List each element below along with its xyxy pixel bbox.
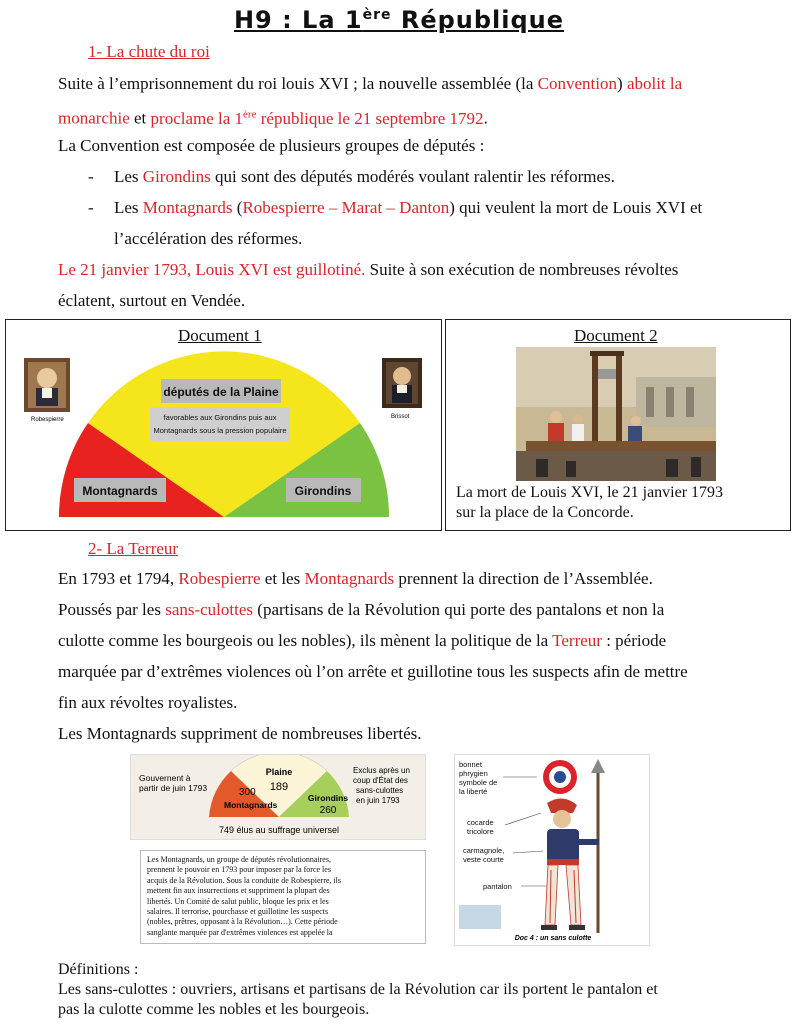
mont-count: 300 <box>239 787 256 798</box>
girondins-label: Girondins <box>294 484 352 498</box>
bonnet-label-2: phrygien <box>459 769 488 778</box>
carmagnole-pointer <box>513 851 543 853</box>
mont-label: Montagnards <box>224 800 278 810</box>
plaine-label-fig3: Plaine <box>265 767 293 777</box>
document-2-caption: La mort de Louis XVI, le 21 janvier 1793 sur la place de la Concorde. <box>456 484 724 521</box>
assembly-semicircle-chart <box>6 320 441 530</box>
plaine-desc-line1: favorables aux Girondins puis aux <box>163 413 277 422</box>
portrait-robespierre <box>24 358 70 412</box>
excl-line1: Exclus après un <box>353 766 410 775</box>
paragraph-sans-culottes: Poussés par les sans-culottes (partisans de la Révolution qui porte des pantalons et non la culotte comme les bourgeois ou les nobles), ils mènent la politique de la Terreur : période marquée par d’extrêmes violences où l’on arrête et guillotine tous les suspects afin de mettre fin aux révoltes royalistes. <box>58 600 688 712</box>
bonnet-label-3: symbole de <box>459 778 498 787</box>
excerpt-line: sanglante marquée par d'extrêmes violences est appelée la <box>147 927 333 937</box>
gir-count: 260 <box>319 805 337 816</box>
pantalon-label: pantalon <box>483 882 512 891</box>
list-item-montagnards: - Les Montagnards (Robespierre – Marat – Danton) qui veulent la mort de Louis XVI et l’accélération des réformes. <box>88 198 703 248</box>
portrait-brissot-label: Brissot <box>391 414 410 420</box>
definition-sans-culottes-line2: pas la culotte comme les nobles et les bourgeois. <box>58 1001 370 1018</box>
montagnards-label: Montagnards <box>82 484 158 498</box>
plaine-desc-line2: Montagnards sous la pression populaire <box>153 426 287 435</box>
carmagnole-label-1: carmagnole, <box>463 846 505 855</box>
gov-label-line1: Gouvernent à <box>139 773 191 783</box>
list-item-girondins: - Les Girondins qui sont des députés modérés voulant ralentir les réformes. <box>88 167 615 186</box>
carmagnole-label-2: veste courte <box>463 855 504 864</box>
assembly-composition-figure <box>130 754 426 840</box>
excerpt-line: salaires. Il terrorise, pourchasse et guillotine les suspects <box>147 907 329 917</box>
paragraph-execution: Le 21 janvier 1793, Louis XVI est guillotiné. Suite à son exécution de nombreuses révoltes éclatent, surtout en Vendée. <box>58 260 679 310</box>
excerpt-line: acquis de la Révolution. Sous la conduite de Robespierre, ils <box>147 875 341 885</box>
montagnards-text-excerpt <box>140 850 426 944</box>
excl-line3: sans-culottes <box>356 786 404 795</box>
cocarde-pointer <box>505 813 541 825</box>
definition-sans-culottes-line1: Les sans-culottes : ouvriers, artisans et partisans de la Révolution car ils portent le pantalon et <box>58 981 658 998</box>
cocarde-label-1: cocarde <box>467 818 494 827</box>
gov-label-line2: partir de juin 1793 <box>139 783 208 793</box>
plaine-count: 189 <box>269 781 289 793</box>
paragraph-convention: Suite à l’emprisonnement du roi louis XVI ; la nouvelle assemblée (la Convention) abolit la monarchie et proclame la 1ère république le 21 septembre 1792. <box>58 74 683 128</box>
excl-line4: en juin 1793 <box>356 796 400 805</box>
cocarde-label-2: tricolore <box>467 827 494 836</box>
sans-culotte-svg <box>455 755 649 945</box>
section-heading-terreur: 2- La Terreur <box>88 539 179 558</box>
doc4-caption: Doc 4 : un sans culotte <box>514 935 592 942</box>
assembly-composition-svg <box>131 755 425 839</box>
guillotine-painting <box>516 347 716 481</box>
plaine-label: députés de la Plaine <box>163 385 279 399</box>
excerpt-lines <box>141 851 425 942</box>
paragraph-groupes: La Convention est composée de plusieurs groupes de députés : <box>58 136 485 155</box>
excl-line2: coup d'État des <box>353 776 408 785</box>
sans-culotte-illustration <box>454 754 650 946</box>
document-1-title: Document 1 <box>178 326 262 345</box>
portrait-brissot <box>382 358 422 408</box>
document-2-title: Document 2 <box>574 326 658 345</box>
page-title: H9 : La 1ère République <box>233 6 565 34</box>
bonnet-label-1: bonnet <box>459 760 482 769</box>
document-2 <box>445 319 791 531</box>
gir-label-fig3: Girondins <box>307 793 349 803</box>
total-elected: 749 élus au suffrage universel <box>219 825 339 835</box>
excerpt-line: mettent fin aux insurrections et suppriment la plupart des <box>147 886 330 896</box>
definitions <box>58 960 778 1020</box>
definitions-heading: Définitions : <box>58 961 139 978</box>
paragraph-libertes: Les Montagnards suppriment de nombreuses libertés. <box>58 724 422 743</box>
excerpt-line: Les Montagnards, un groupe de députés révolutionnaires, <box>147 855 331 864</box>
section-heading-chute-du-roi: 1- La chute du roi <box>88 42 210 61</box>
blurred-stamp <box>459 905 501 929</box>
excerpt-line: libertés. Un Comité de salut public, bloque les prix et les <box>147 896 329 906</box>
document-1 <box>5 319 442 531</box>
excerpt-line: prennent le pouvoir en 1793 pour imposer par la force les <box>147 865 331 875</box>
bonnet-label-4: la liberté <box>459 787 488 796</box>
excerpt-line: (nobles, prêtres, opposant à la Révolution…). Cette période <box>147 917 338 927</box>
portrait-robespierre-label: Robespierre <box>31 417 64 423</box>
paragraph-direction: En 1793 et 1794, Robespierre et les Montagnards prennent la direction de l’Assemblée. <box>58 569 653 588</box>
